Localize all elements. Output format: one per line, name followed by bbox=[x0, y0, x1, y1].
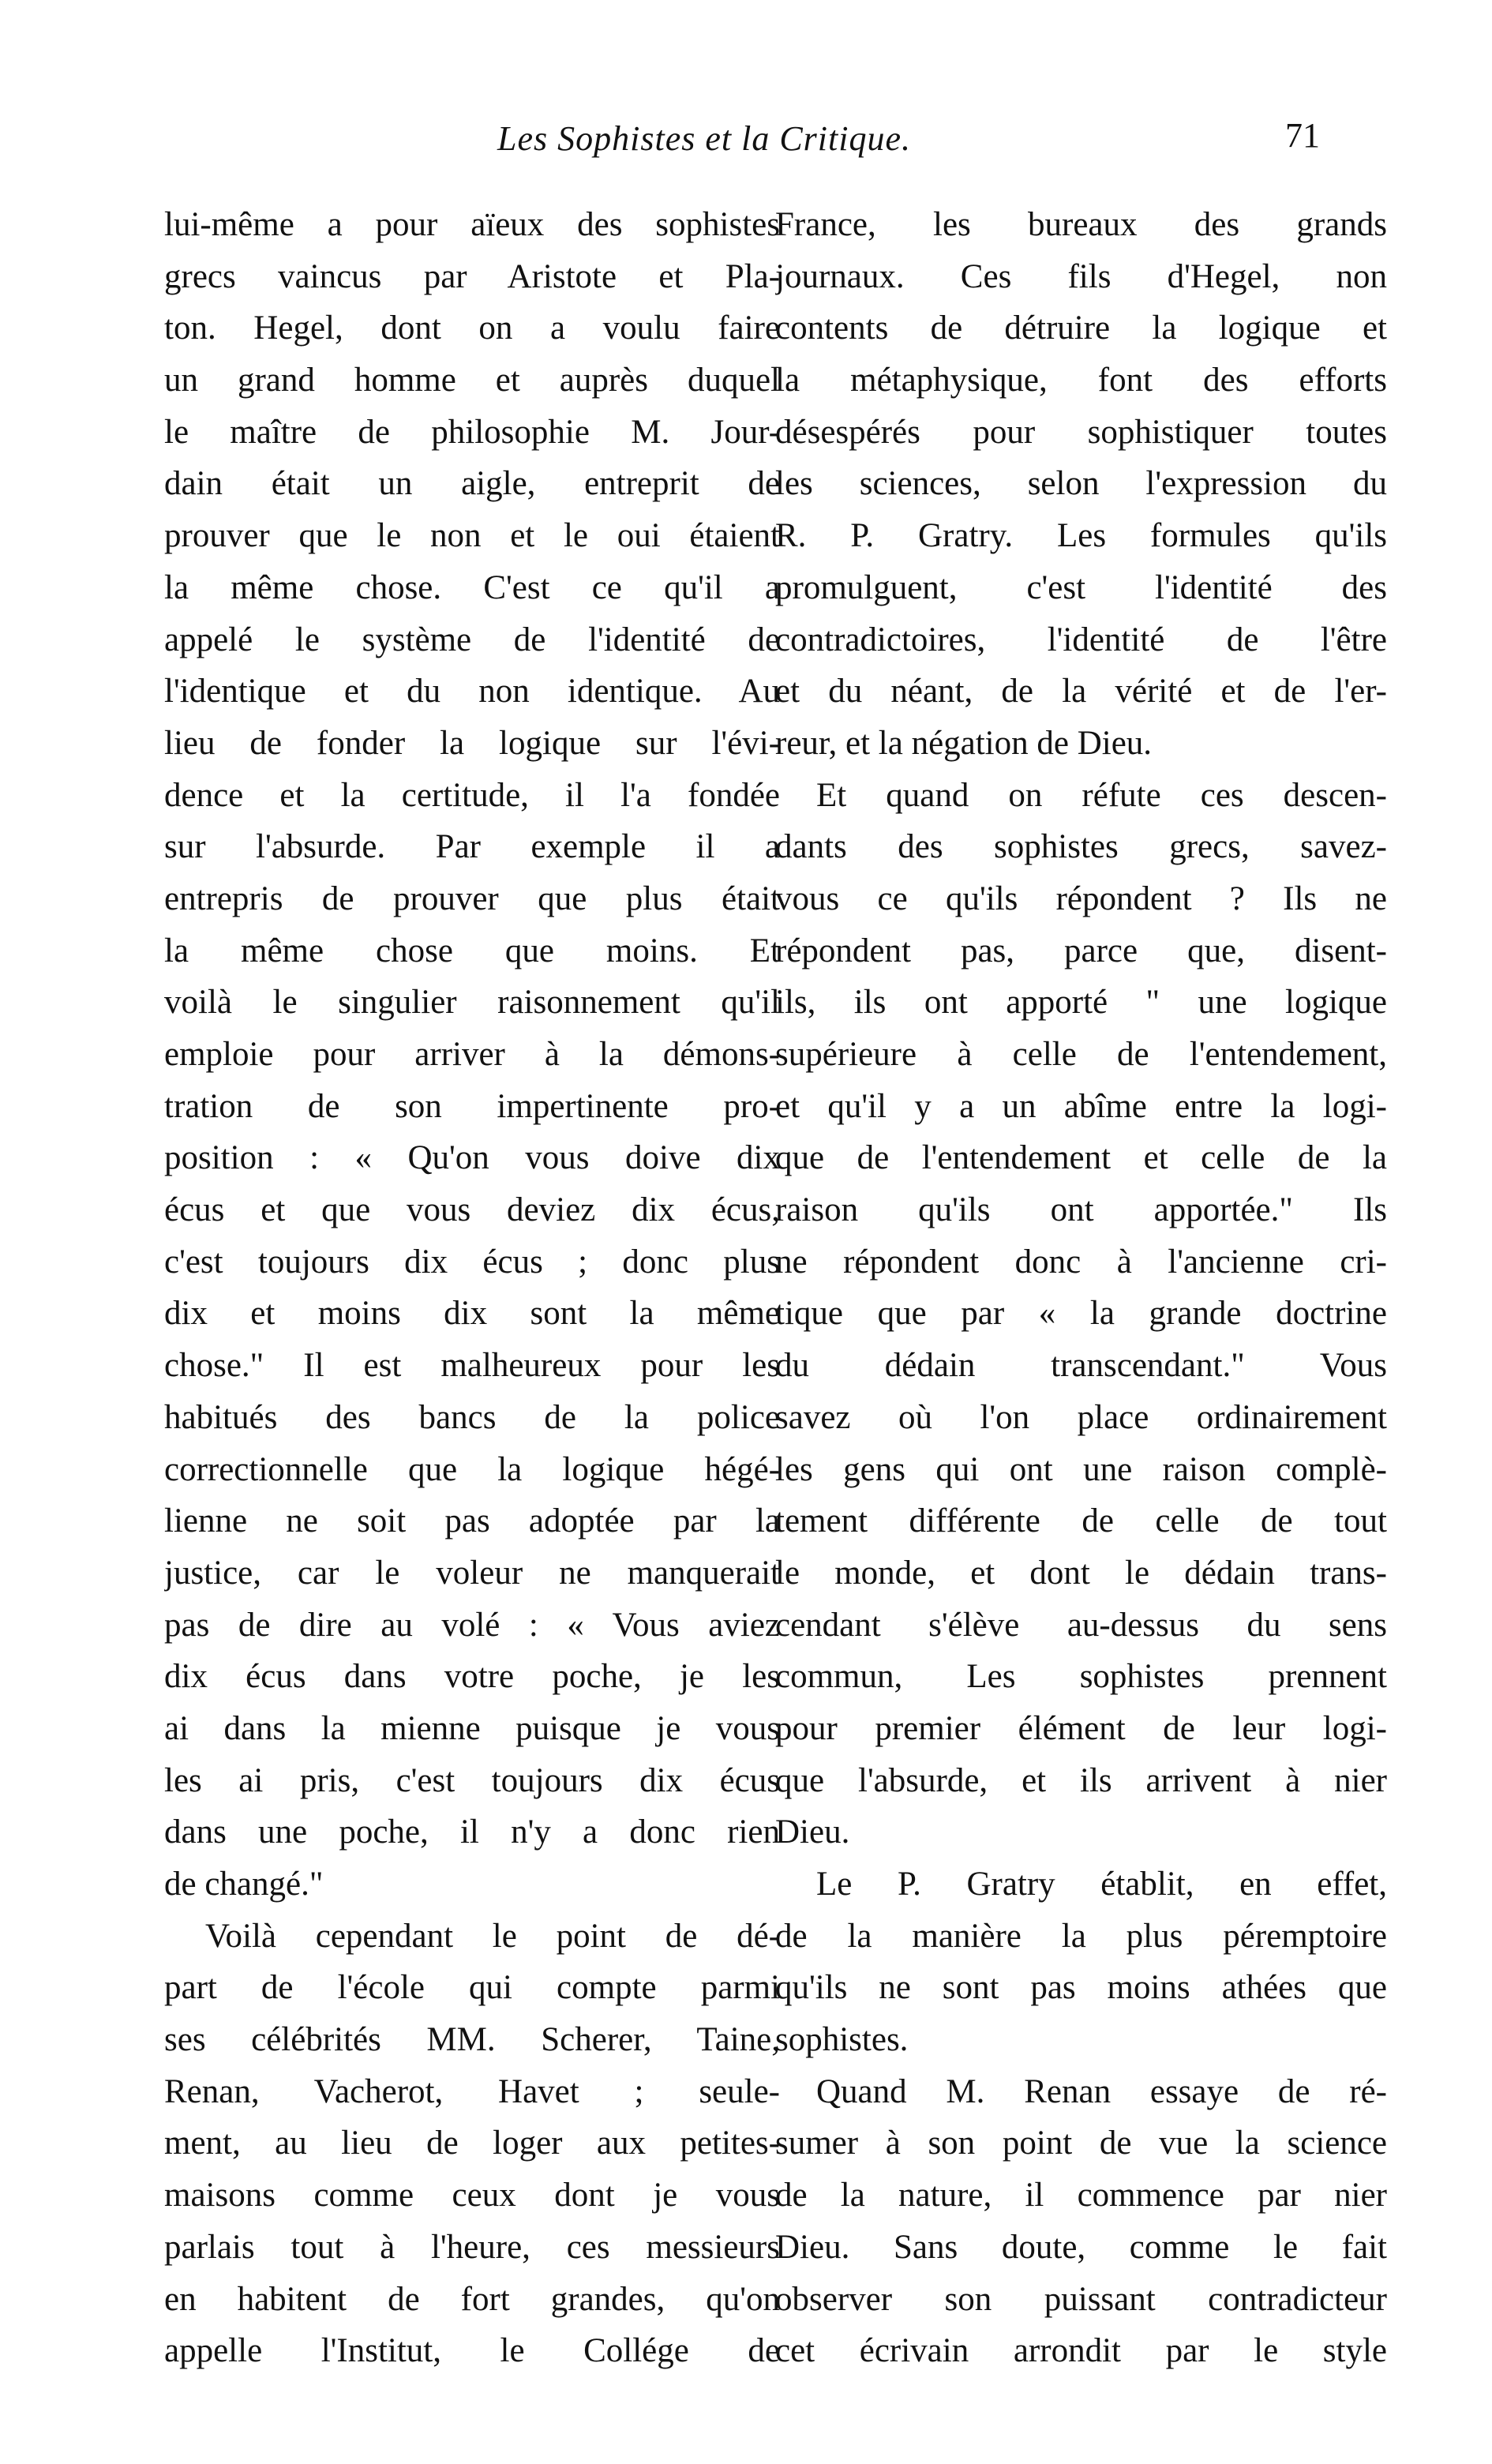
text-line: sur l'absurde. Par exemple il a bbox=[164, 828, 780, 866]
text-line: vous ce qu'ils répondent ? Ils ne bbox=[775, 879, 1387, 917]
text-line: promulguent, c'est l'identité des bbox=[775, 568, 1387, 606]
text-line: tique que par « la grande doctrine bbox=[775, 1295, 1387, 1333]
text-line: cet écrivain arrondit par le style bbox=[775, 2332, 1387, 2370]
text-line: prouver que le non et le oui étaient bbox=[164, 517, 780, 555]
text-line: ils, ils ont apporté " une logique bbox=[775, 984, 1387, 1022]
text-line: chose." Il est malheureux pour les bbox=[164, 1347, 780, 1385]
text-line: l'identique et du non identique. Au bbox=[164, 673, 780, 711]
text-line: pour premier élément de leur logi- bbox=[775, 1709, 1387, 1747]
text-line: savez où l'on place ordinairement bbox=[775, 1398, 1387, 1436]
text-line: les sciences, selon l'expression du bbox=[775, 465, 1387, 503]
text-line: et du néant, de la vérité et de l'er- bbox=[775, 673, 1387, 711]
text-line: supérieure à celle de l'entendement, bbox=[775, 1036, 1387, 1073]
paragraph-first-line: Voilà cependant le point de dé- bbox=[205, 1917, 780, 1955]
text-line: justice, car le voleur ne manquerait bbox=[164, 1554, 780, 1592]
text-line: désespérés pour sophistiquer toutes bbox=[775, 413, 1387, 451]
text-line: en habitent de fort grandes, qu'on bbox=[164, 2280, 780, 2318]
text-line: écus et que vous deviez dix écus, bbox=[164, 1191, 780, 1229]
paragraph-first-line: Le P. Gratry établit, en effet, bbox=[816, 1866, 1387, 1903]
paragraph-first-line: Et quand on réfute ces descen- bbox=[816, 776, 1387, 814]
running-title: Les Sophistes et la Critique. bbox=[497, 119, 911, 158]
paragraph-last-line: de changé." bbox=[164, 1866, 324, 1903]
text-line: voilà le singulier raisonnement qu'il bbox=[164, 984, 780, 1022]
left-column bbox=[164, 199, 780, 2377]
text-line: que de l'entendement et celle de la bbox=[775, 1139, 1387, 1177]
text-line: observer son puissant contradicteur bbox=[775, 2280, 1387, 2318]
text-line: dix écus dans votre poche, je les bbox=[164, 1658, 780, 1696]
text-line: contradictoires, l'identité de l'être bbox=[775, 621, 1387, 658]
text-line: Dieu. Sans doute, comme le fait bbox=[775, 2228, 1387, 2266]
text-line: position : « Qu'on vous doive dix bbox=[164, 1139, 780, 1177]
text-line: les gens qui ont une raison complè- bbox=[775, 1450, 1387, 1488]
text-line: pas de dire au volé : « Vous aviez bbox=[164, 1606, 780, 1644]
page-number: 71 bbox=[1285, 116, 1320, 155]
text-line: appelle l'Institut, le Collége de bbox=[164, 2332, 780, 2370]
paragraph-last-line: sophistes. bbox=[775, 2021, 909, 2059]
text-line: part de l'école qui compte parmi bbox=[164, 1969, 780, 2007]
text-line: ai dans la mienne puisque je vous bbox=[164, 1709, 780, 1747]
text-line: journaux. Ces fils d'Hegel, non bbox=[775, 257, 1387, 295]
text-line: qu'ils ne sont pas moins athées que bbox=[775, 1969, 1387, 2007]
text-line: contents de détruire la logique et bbox=[775, 309, 1387, 347]
paragraph-first-line: Quand M. Renan essaye de ré- bbox=[816, 2072, 1387, 2110]
text-line: dain était un aigle, entreprit de bbox=[164, 465, 780, 503]
text-line: que l'absurde, et ils arrivent à nier bbox=[775, 1761, 1387, 1799]
text-line: dence et la certitude, il l'a fondée bbox=[164, 776, 780, 814]
text-line: commun, Les sophistes prennent bbox=[775, 1658, 1387, 1696]
text-line: la métaphysique, font des efforts bbox=[775, 362, 1387, 399]
text-line: sumer à son point de vue la science bbox=[775, 2125, 1387, 2162]
text-line: R. P. Gratry. Les formules qu'ils bbox=[775, 517, 1387, 555]
text-line: dix et moins dix sont la même bbox=[164, 1295, 780, 1333]
text-line: la même chose que moins. Et bbox=[164, 932, 780, 969]
text-line: ment, au lieu de loger aux petites- bbox=[164, 2125, 780, 2162]
text-line: parlais tout à l'heure, ces messieurs bbox=[164, 2228, 780, 2266]
paragraph-last-line: Dieu. bbox=[775, 1813, 850, 1851]
text-line: lienne ne soit pas adoptée par la bbox=[164, 1502, 780, 1540]
text-line: entrepris de prouver que plus était bbox=[164, 879, 780, 917]
text-line: lieu de fonder la logique sur l'évi- bbox=[164, 724, 780, 762]
text-line: de la manière la plus péremptoire bbox=[775, 1917, 1387, 1955]
text-line: dans une poche, il n'y a donc rien bbox=[164, 1813, 780, 1851]
text-line: ne répondent donc à l'ancienne cri- bbox=[775, 1243, 1387, 1281]
text-line: habitués des bancs de la police bbox=[164, 1398, 780, 1436]
text-line: Renan, Vacherot, Havet ; seule- bbox=[164, 2072, 780, 2110]
text-line: tement différente de celle de tout bbox=[775, 1502, 1387, 1540]
text-line: de la nature, il commence par nier bbox=[775, 2177, 1387, 2215]
text-line: emploie pour arriver à la démons- bbox=[164, 1036, 780, 1073]
text-line: maisons comme ceux dont je vous bbox=[164, 2177, 780, 2215]
text-line: appelé le système de l'identité de bbox=[164, 621, 780, 658]
text-line: lui-même a pour aïeux des sophistes bbox=[164, 206, 780, 243]
text-line: les ai pris, c'est toujours dix écus bbox=[164, 1761, 780, 1799]
text-line: c'est toujours dix écus ; donc plus bbox=[164, 1243, 780, 1281]
right-column bbox=[775, 199, 1387, 2377]
text-line: du dédain transcendant." Vous bbox=[775, 1347, 1387, 1385]
text-line: tration de son impertinente pro- bbox=[164, 1087, 780, 1125]
text-line: cendant s'élève au-dessus du sens bbox=[775, 1606, 1387, 1644]
text-line: dants des sophistes grecs, savez- bbox=[775, 828, 1387, 866]
text-line: répondent pas, parce que, disent- bbox=[775, 932, 1387, 969]
text-line: le maître de philosophie M. Jour- bbox=[164, 413, 780, 451]
text-line: le monde, et dont le dédain trans- bbox=[775, 1554, 1387, 1592]
text-line: un grand homme et auprès duquel bbox=[164, 362, 780, 399]
text-line: ton. Hegel, dont on a voulu faire bbox=[164, 309, 780, 347]
text-line: et qu'il y a un abîme entre la logi- bbox=[775, 1087, 1387, 1125]
text-line: la même chose. C'est ce qu'il a bbox=[164, 568, 780, 606]
text-line: ses célébrités MM. Scherer, Taine, bbox=[164, 2021, 780, 2059]
text-line: grecs vaincus par Aristote et Pla- bbox=[164, 257, 780, 295]
paragraph-last-line: reur, et la négation de Dieu. bbox=[775, 724, 1153, 762]
text-line: raison qu'ils ont apportée." Ils bbox=[775, 1191, 1387, 1229]
text-line: correctionnelle que la logique hégé- bbox=[164, 1450, 780, 1488]
text-line: France, les bureaux des grands bbox=[775, 206, 1387, 243]
